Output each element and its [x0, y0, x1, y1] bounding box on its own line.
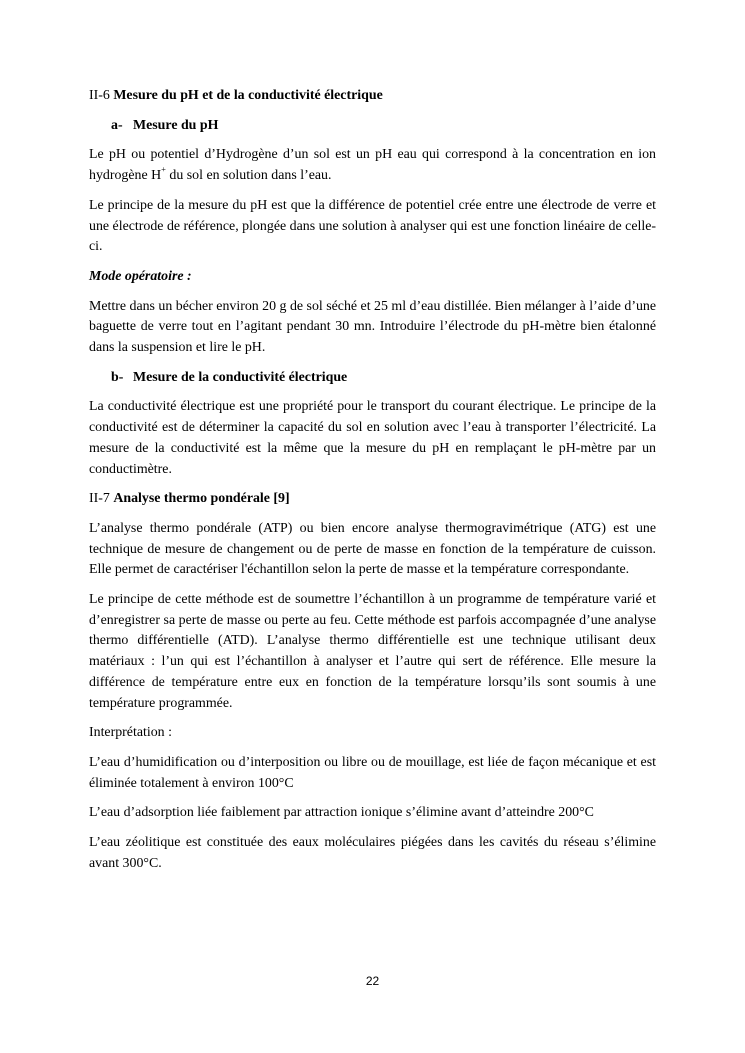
section-number: II-7: [89, 491, 110, 507]
section-title: Mesure du pH et de la conductivité électrique: [113, 88, 383, 103]
section-title: Analyse thermo pondérale [9]: [113, 491, 290, 507]
paragraph-water-adsorption: L’eau d’adsorption liée faiblement par attraction ionique s’élimine avant d’atteindre 200°C: [89, 805, 594, 821]
mode-operatoire-label: Mode opératoire :: [89, 268, 192, 284]
section-number: II-6: [89, 88, 110, 103]
paragraph-atp-principle: Le principe de cette méthode est de soumettre l’échantillon à un programme de température varié et d’enregistrer sa perte de masse ou perte au feu. Cette méthode est parfois accompagnée d’une analyse thermo différentielle (ATD). L’analyse thermo différentielle est une technique utilisant deux matériaux : l’un qui est l’échantillon à analyser et l’autre qui sert de référence. Elle mesure la différence de température entre eux en fonction de la température lorsqu’ils sont soumis à une température programmée.: [89, 592, 656, 711]
page-content: [89, 86, 656, 875]
subsection-title: Mesure de la conductivité électrique: [133, 369, 348, 385]
paragraph-atp-definition: L’analyse thermo pondérale (ATP) ou bien encore analyse thermogravimétrique (ATG) est une technique de mesure de changement ou de perte de masse en fonction de la température de cuisson. Elle permet de caractériser l'échantillon selon la perte de masse et la température correspondante.: [89, 520, 656, 578]
paragraph-ph-principle: Le principe de la mesure du pH est que la différence de potentiel crée entre une électrode de verre et une électrode de référence, plongée dans une solution à analyser qui est une fonction linéaire de celle-ci.: [89, 197, 656, 255]
section-heading-ii-7: [89, 489, 656, 510]
paragraph-mode-operatoire: Mettre dans un bécher environ 20 g de sol séché et 25 ml d’eau distillée. Bien mélanger à l’aide d’une baguette de verre tout en l’agitant pendant 30 mn. Introduire l’électrode du pH-mètre bien étalonné dans la suspension et lire le pH.: [89, 298, 657, 356]
paragraph-water-zeolitic: L’eau zéolitique est constituée des eaux moléculaires piégées dans les cavités du réseau s’élimine avant 300°C.: [89, 835, 656, 871]
page-number: 22: [365, 974, 380, 988]
subsection-marker: a-: [111, 117, 123, 133]
paragraph-ph-definition: Le pH ou potentiel d’Hydrogène d’un sol est un pH eau qui correspond à la concentration en ion hydrogène H+ du sol en solution dans l’eau.: [89, 147, 656, 184]
subsection-marker: b-: [111, 369, 124, 385]
interpretation-label: Interprétation :: [89, 725, 172, 741]
paragraph-conductivity: La conductivité électrique est une propriété pour le transport du courant électrique. Le principe de la conductivité est de déterminer la capacité du sol en solution avec l’eau à transporter l’électricité. La mesure de la conductivité est la même que la mesure du pH en remplaçant le pH-mètre par un conductimètre.: [89, 399, 656, 477]
subsection-heading-a: [89, 116, 656, 137]
paragraph-water-humidification: L’eau d’humidification ou d’interposition ou libre ou de mouillage, est liée de façon mécanique et est éliminée totalement à environ 100°C: [89, 754, 656, 791]
subsection-title: Mesure du pH: [133, 117, 219, 133]
superscript-plus: +: [161, 164, 166, 175]
subsection-heading-b: [89, 368, 656, 389]
section-heading-ii-6: [89, 86, 656, 107]
